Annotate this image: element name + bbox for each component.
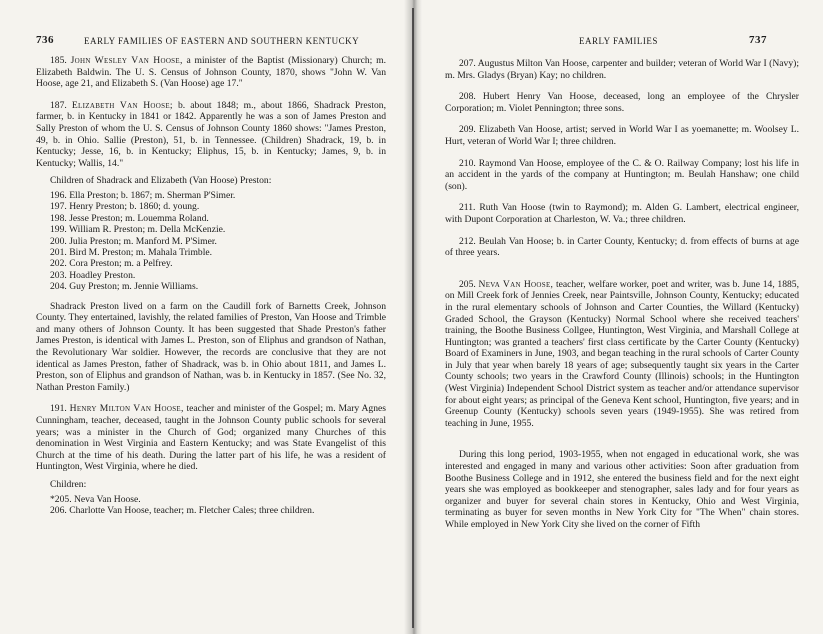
child-item: 196. Ella Preston; b. 1867; m. Sherman P'Simer. <box>50 189 236 201</box>
entry-205-number: 205. <box>459 278 476 290</box>
shadrack-paragraph: Shadrack Preston lived on a farm on the Caudill fork of Barnetts Creek, Johnson County. They entertained, lavishly, the related families of Preston, Van Hoose and Trimble and many others of Johnson County. It has been suggested that Shade Preston's father James Preston, is identical with James L. Preston, son of Eliphus and grandson of Nathan, the Revolutionary War soldier. However, the records are conclusive that they are not identical as James Preston, father of Shadrack, was b. in Ohio about 1811, and James L. Preston, son of Eliphus and grandson of Nathan, was b. in Kentucky in 1857. (See No. 32, Nathan Preston Family.) <box>36 300 386 393</box>
entry-209: 209. Elizabeth Van Hoose, artist; served in World War I as yoemanette; m. Woolsey L. Hurt, veteran of World War I; three children. <box>445 124 799 147</box>
children-list <box>36 190 386 293</box>
entry-211: 211. Ruth Van Hoose (twin to Raymond); m. Alden G. Lambert, electrical engineer, with Dupont Corporation at Charleston, W. Va.; three children. <box>445 202 799 225</box>
entry-212: 212. Beulah Van Hoose; b. in Carter County, Kentucky; d. from effects of burns at age of three years. <box>445 235 799 259</box>
left-page <box>0 0 410 634</box>
entry-205 <box>445 279 799 430</box>
left-running-head: EARLY FAMILIES OF EASTERN AND SOUTHERN KENTUCKY <box>84 36 360 46</box>
left-page-body <box>36 55 386 524</box>
child-item: 203. Hoadley Preston. <box>50 269 136 281</box>
right-running-head: EARLY FAMILIES <box>579 36 658 46</box>
children-heading: Children of Shadrack and Elizabeth (Van Hoose) Preston: <box>50 175 272 187</box>
child-item: 206. Charlotte Van Hoose, teacher; m. Fletcher Cales; three children. <box>50 504 315 516</box>
child-item: 200. Julia Preston; m. Manford M. P'Simer. <box>50 235 217 247</box>
entry-185-number: 185. <box>50 55 67 66</box>
right-page-body <box>445 58 799 541</box>
entry-187 <box>36 100 386 170</box>
child-item: 199. William R. Preston; m. Della McKenzie. <box>50 224 226 236</box>
children2-list <box>36 494 386 517</box>
entry-185-text: a minister of the Baptist (Missionary) Church; m. Elizabeth Baldwin. The U. S. Census of Johnson County, 1870, shows "John W. Van Hoose, age 21, and Elizabeth S. (Van Hoose) age 17." <box>36 55 387 90</box>
child-item: 202. Cora Preston; m. a Pelfrey. <box>50 258 173 270</box>
entry-210: 210. Raymond Van Hoose, employee of the C. & O. Railway Company; lost his life in an accident in the yards of the company at Huntington; m. Beulah Hanshaw; one child (son). <box>445 157 799 192</box>
period-paragraph: During this long period, 1903-1955, when not engaged in educational work, she was interested and engaged in many and various other activities: Soon after graduation from Boothe Business College and in 1912, she entered the business field and for the next eight years she was employed as bookkeeper and stenographer, sales lady and for four years as organizer and buyer for several chain stores in Kentucky, Ohio and West Virginia, terminating as buyer for seven months in New York City for "The When" chain stores. While employed in New York City she lived on the corner of Fifth <box>445 449 799 530</box>
entry-207: 207. Augustus Milton Van Hoose, carpenter and builder; veteran of World War I (Navy); m. Mrs. Gladys (Bryan) Kay; no children. <box>445 58 799 81</box>
entry-185-name: John Wesley Van Hoose, <box>70 55 183 66</box>
left-page-number: 736 <box>36 34 54 46</box>
entry-191 <box>36 403 386 473</box>
entry-191-text: teacher and minister of the Gospel; m. Mary Agnes Cunningham, teacher, deceased, taught in the Johnson County public schools for several years; was a minister in the Church of God; organized many Churches of this denomination in West Virginia and Eastern Kentucky; and was State Evangelist of this Church at the time of his death. During the latter part of his life, he was a resident of Huntington, West Virginia, where he died. <box>36 403 386 473</box>
entry-185 <box>36 55 386 90</box>
entry-187-number: 187. <box>50 99 67 111</box>
children2-heading: Children: <box>50 478 87 490</box>
child-item: 201. Bird M. Preston; m. Mahala Trimble. <box>50 246 213 258</box>
entry-191-name: Henry Milton Van Hoose, <box>69 403 184 415</box>
entry-205-name: Neva Van Hoose, <box>478 278 554 290</box>
entry-205-text: teacher, welfare worker, poet and writer, was b. June 14, 1885, on Mill Creek fork of Jennies Creek, near Paintsville, Johnson County, Kentucky; educated in the rural elementary schools of Johnson and Carter Counties, the Willard (Kentucky) Graded School, the Grayson (Kentucky) Normal School where she received teachers' training, the Boothe Business Collgee, Huntington, West Virginia, and Marshall College at Huntington; was granted a teachers' first class certificate by the Carter County (Kentucky) Board of Examiners in June, 1903, and began teaching in the rural schools of Carter County in July that year when barely 18 years of age; subsequently taught six years in the Carter County schools; two years in the Crawford County (Illinois) schools; in the Huntington (West Virginia) Independent School District system as teacher and/or attendance supervisor for about eight years; as principal of the Geneva Kent school, Huntington, five years; and in Greenup County (Kentucky) schools seven years (1949-1955). She was retired from teaching in June, 1955. <box>445 278 799 429</box>
child-item: *205. Neva Van Hoose. <box>50 493 141 505</box>
right-page-number: 737 <box>749 34 767 46</box>
entry-208: 208. Hubert Henry Van Hoose, deceased, long an employee of the Chrysler Corporation; m. Violet Pennington; three sons. <box>445 91 799 114</box>
child-item: 197. Henry Preston; b. 1860; d. young. <box>50 201 200 213</box>
child-item: 198. Jesse Preston; m. Louemma Roland. <box>50 212 209 224</box>
entry-187-name: Elizabeth Van Hoose; <box>71 99 173 111</box>
entry-191-number: 191. <box>50 403 67 415</box>
right-page <box>413 0 823 634</box>
entry-187-text: b. about 1848; m., about 1866, Shadrack Preston, farmer, b. in Kentucky in 1841 or 1842. Apparently he was a son of James Preston and Sally Preston of whom the U. S. Census of Johnson County 1860 shows: "James Preston, 49, b. in Ohio. Sallie (Preston), 51, b. in Tennessee. (Children) Shadrack, 19, b. in Kentucky; Jesse, 16, b. in Kentucky; Eliphus, 15, b. in Kentucky; James, 9, b. in Kentucky; Wallis, 14." <box>36 99 387 169</box>
child-item: 204. Guy Preston; m. Jennie Williams. <box>50 281 199 293</box>
